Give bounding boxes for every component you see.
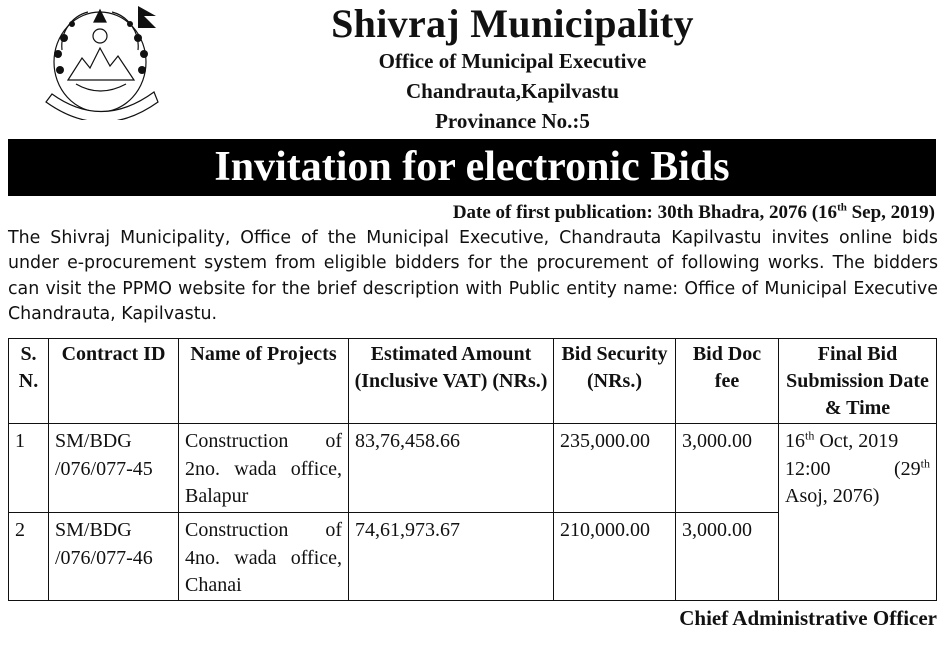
office-address: Chandrauta,Kapilvastu [406, 79, 619, 103]
cell-estimated-amount: 83,76,458.66 [349, 424, 554, 513]
letterhead [200, 0, 825, 136]
cell-bid-security: 235,000.00 [554, 424, 676, 513]
cell-contract-id: SM/BDG /076/077-45 [49, 424, 179, 513]
cell-sn: 1 [9, 424, 49, 513]
header-final-submission: Final Bid Submission Date & Time [779, 339, 937, 424]
cell-bid-security: 210,000.00 [554, 513, 676, 601]
cell-contract-id: SM/BDG /076/077-46 [49, 513, 179, 601]
cell-project-name: Construction of 2no. wada office, Balapur [179, 424, 349, 513]
cell-sn: 2 [9, 513, 49, 601]
nepal-emblem-icon [42, 2, 164, 120]
header-estimated-amount: Estimated Amount (Inclusive VAT) (NRs.) [349, 339, 554, 424]
header-bid-doc-fee: Bid Doc fee [676, 339, 779, 424]
header-contract-id: Contract ID [49, 339, 179, 424]
municipality-name: Shivraj Municipality [331, 1, 694, 46]
province: Provinance No.:5 [435, 109, 590, 133]
header-sn: S. N. [9, 339, 49, 424]
cell-final-submission: 16th Oct, 2019 12:00 (29th Asoj, 2076) [779, 424, 937, 601]
cell-bid-doc-fee: 3,000.00 [676, 513, 779, 601]
cell-project-name: Construction of 4no. wada office, Chanai [179, 513, 349, 601]
publication-date: Date of first publication: 30th Bhadra, 2076 (16th Sep, 2019) [452, 201, 935, 223]
notice-title-banner: Invitation for electronic Bids [8, 139, 936, 196]
header-project-name: Name of Projects [179, 339, 349, 424]
cell-estimated-amount: 74,61,973.67 [349, 513, 554, 601]
intro-paragraph: The Shivraj Municipality, Office of the Municipal Executive, Chandrauta Kapilvastu invites online bids under e-procurement system from eligible bidders for the procurement of following works. The bidders can visit the PPMO website for the brief description with Public entity name: Office of Municipal Executive Chandrauta, Kapilvastu. [8, 228, 938, 325]
signatory: Chief Administrative Officer [679, 606, 937, 630]
table-row [9, 424, 937, 513]
table-header-row [9, 339, 937, 424]
cell-bid-doc-fee: 3,000.00 [676, 424, 779, 513]
header-bid-security: Bid Security (NRs.) [554, 339, 676, 424]
office-name: Office of Municipal Executive [378, 49, 647, 73]
bid-table [8, 338, 937, 601]
